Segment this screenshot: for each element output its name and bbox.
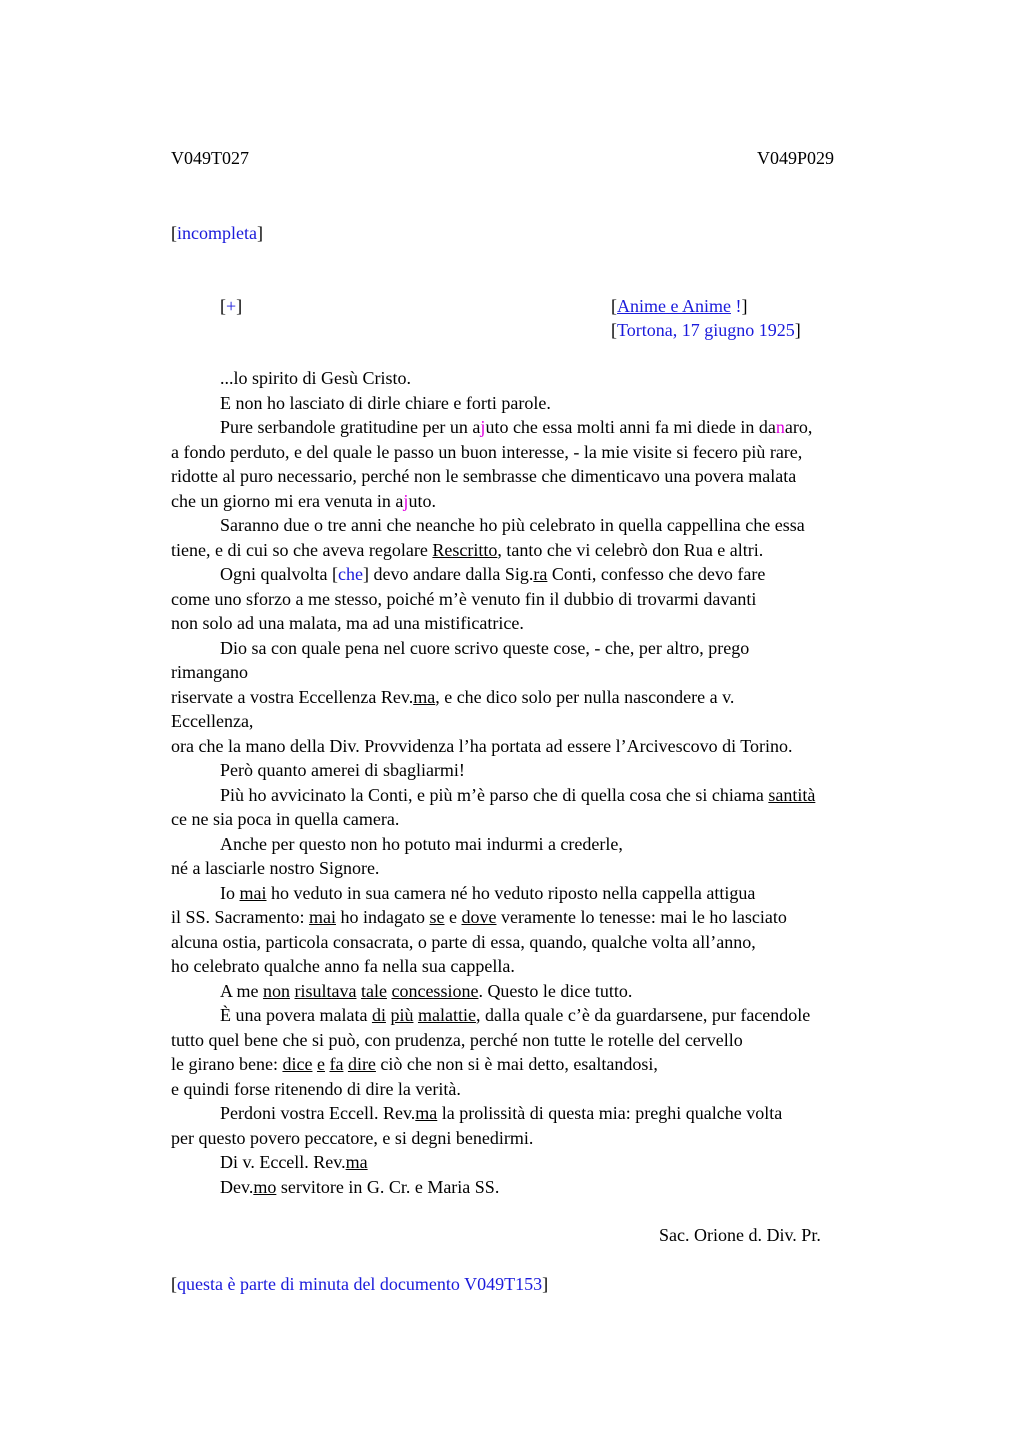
body-line (171, 440, 911, 465)
body-line (171, 807, 911, 832)
highlighted-text: j (403, 490, 409, 511)
body-line (171, 489, 911, 514)
text-segment: il SS. Sacramento: (171, 907, 309, 927)
letter-body (171, 366, 911, 1199)
body-line (171, 587, 911, 612)
text-segment: , e che dico solo per nulla nascondere a v. (435, 686, 735, 707)
underlined-word: dire (347, 1054, 376, 1074)
text-segment: ho veduto in sua camera né ho veduto riposto nella cappella attigua (266, 882, 756, 903)
body-line (171, 660, 911, 685)
underlined-word: fa (329, 1054, 344, 1074)
body-line (171, 538, 911, 563)
text-segment: la prolissità di questa mia: preghi qualche volta (437, 1103, 783, 1123)
title-exclamation: ! (735, 296, 742, 316)
text-segment: come uno sforzo a me stesso, poiché m’è venuto fin il dubbio di trovarmi davanti (171, 588, 757, 609)
underlined-word: santità (768, 784, 816, 805)
underlined-word: se (429, 907, 445, 927)
underlined-word: mai (239, 882, 267, 903)
cross-icon: + (226, 296, 237, 316)
underlined-word: dice (282, 1054, 313, 1074)
body-line (171, 1150, 911, 1175)
text-segment: E non ho lasciato di dirle chiare e forti parole. (220, 392, 551, 413)
body-line (171, 1003, 911, 1028)
status-note: [incompleta] (171, 223, 263, 243)
text-segment: che un giorno mi era venuta in a (171, 490, 404, 511)
footer-note-text: questa è parte di minuta del documento V049T153 (177, 1274, 543, 1294)
text-segment: ridotte al puro necessario, perché non le sembrasse che dimenticavo una povera malata (171, 466, 797, 486)
text-segment: servitore in G. Cr. e Maria SS. (276, 1176, 500, 1197)
place-date: [Tortona, 17 giugno 1925] (611, 320, 801, 340)
underlined-word: più (390, 1005, 414, 1025)
text-segment: Saranno due o tre anni che neanche ho più celebrato in quella cappellina che essa (220, 515, 805, 535)
body-line (171, 954, 911, 979)
document-code-left: V049T027 (171, 148, 249, 168)
footer-note: [questa è parte di minuta del documento V049T153] (171, 1274, 549, 1294)
text-segment: ora che la mano della Div. Provvidenza l’ha portata ad essere l’Arcivescovo di Torino. (171, 735, 793, 756)
text-segment: ciò che non si è mai detto, esaltandosi, (375, 1054, 658, 1074)
underlined-word: mo (253, 1176, 277, 1197)
text-segment: ce ne sia poca in quella camera. (171, 809, 400, 829)
body-line (171, 758, 911, 783)
title-link[interactable]: Anime e Anime (617, 296, 731, 316)
text-segment: le girano bene: (171, 1054, 283, 1074)
body-line (171, 734, 911, 759)
text-segment: Io (220, 882, 240, 903)
underlined-word: risultava (294, 980, 357, 1001)
text-segment: per questo povero peccatore, e si degni benedirmi. (171, 1127, 534, 1148)
text-segment: alcuna ostia, particola consacrata, o parte di essa, quando, qualche volta all’anno, (171, 931, 756, 952)
text-segment: veramente lo tenesse: mai le ho lasciato (496, 907, 787, 927)
place-date-text: Tortona, 17 giugno 1925 (617, 320, 795, 340)
text-segment: e (444, 907, 462, 927)
text-segment: non solo ad una malata, ma ad una mistificatrice. (171, 613, 524, 633)
underlined-word: ra (533, 564, 548, 584)
body-line (171, 979, 911, 1004)
underlined-word: e (316, 1054, 325, 1074)
underlined-word: ma (415, 1103, 438, 1123)
text-segment: tiene, e di cui so che aveva regolare (171, 539, 433, 560)
highlighted-text: j (480, 417, 486, 437)
document-title: [Anime e Anime !] (611, 296, 748, 316)
text-segment: rimangano (171, 662, 248, 682)
body-line (171, 783, 911, 808)
text-segment: Ogni qualvolta [ (220, 564, 338, 584)
text-segment: Perdoni vostra Eccell. Rev. (220, 1103, 416, 1123)
text-segment: a fondo perduto, e del quale le passo un buon interesse, - la mie visite si fecero più rare, (171, 441, 803, 462)
body-line (171, 881, 911, 906)
underlined-word: concessione (391, 980, 479, 1001)
body-line (171, 1126, 911, 1151)
signature: Sac. Orione d. Div. Pr. (659, 1225, 821, 1245)
cross-mark: [+] (220, 296, 243, 316)
body-line (171, 391, 911, 416)
text-segment: tutto quel bene che si può, con prudenza, perché non tutte le rotelle del cervello (171, 1029, 743, 1050)
underlined-word: mai (309, 907, 336, 927)
body-line (171, 366, 911, 391)
text-segment: ho celebrato qualche anno fa nella sua cappella. (171, 956, 515, 976)
underlined-word: non (263, 980, 290, 1001)
text-segment: riservate a vostra Eccellenza Rev. (171, 686, 414, 707)
text-segment: , tanto che vi celebrò don Rua e altri. (497, 539, 764, 560)
text-segment: Pure serbandole gratitudine per un a (220, 417, 481, 437)
text-segment: né a lasciarle nostro Signore. (171, 858, 380, 878)
body-line (171, 930, 911, 955)
text-segment: uto che essa molti anni fa mi diede in da (485, 417, 776, 437)
body-line (171, 685, 911, 710)
text-segment: Conti, confesso che devo fare (547, 564, 766, 584)
text-segment: aro, (784, 417, 813, 437)
underlined-word: ma (413, 686, 436, 707)
text-segment: uto. (408, 490, 436, 511)
text-segment: Eccellenza, (171, 711, 254, 731)
status-note-text: incompleta (177, 223, 257, 243)
body-line (171, 1077, 911, 1102)
body-line (171, 905, 911, 930)
document-code-right: V049P029 (757, 148, 835, 168)
highlighted-text: che (337, 564, 363, 584)
text-segment: Dev. (220, 1176, 254, 1197)
highlighted-text: n (775, 417, 785, 437)
underlined-word: Rescritto (432, 539, 498, 560)
text-segment: A me (220, 980, 263, 1001)
text-segment: e quindi forse ritenendo di dire la verità. (171, 1078, 461, 1099)
text-segment: , dalla quale c’è da guardarsene, pur facendole (475, 1005, 811, 1025)
text-segment: Dio sa con quale pena nel cuore scrivo queste cose, - che, per altro, prego (220, 637, 750, 658)
text-segment: . Questo le dice tutto. (478, 980, 633, 1001)
underlined-word: ma (345, 1152, 368, 1172)
body-line (171, 611, 911, 636)
text-segment: Però quanto amerei di sbagliarmi! (220, 760, 465, 780)
body-line (171, 1101, 911, 1126)
body-line (171, 562, 911, 587)
text-segment: ...lo spirito di Gesù Cristo. (220, 368, 412, 388)
underlined-word: di (371, 1005, 386, 1025)
text-segment: Più ho avvicinato la Conti, e più m’è parso che di quella cosa che si chiama (220, 784, 769, 805)
body-line (171, 1175, 911, 1200)
text-segment: ho indagato (336, 907, 430, 927)
text-segment: È una povera malata (220, 1005, 372, 1025)
body-line (171, 1028, 911, 1053)
underlined-word: dove (461, 907, 497, 927)
text-segment: Anche per questo non ho potuto mai indurmi a crederle, (220, 833, 623, 854)
body-line (171, 636, 911, 661)
text-segment: ] devo andare dalla Sig. (362, 564, 534, 584)
body-line (171, 856, 911, 881)
body-line (171, 464, 911, 489)
text-segment: Di v. Eccell. Rev. (220, 1152, 346, 1172)
body-line (171, 1052, 911, 1077)
body-line (171, 415, 911, 440)
body-line (171, 832, 911, 857)
underlined-word: tale (360, 980, 387, 1001)
underlined-word: malattie (417, 1005, 476, 1025)
body-line (171, 513, 911, 538)
body-line (171, 709, 911, 734)
